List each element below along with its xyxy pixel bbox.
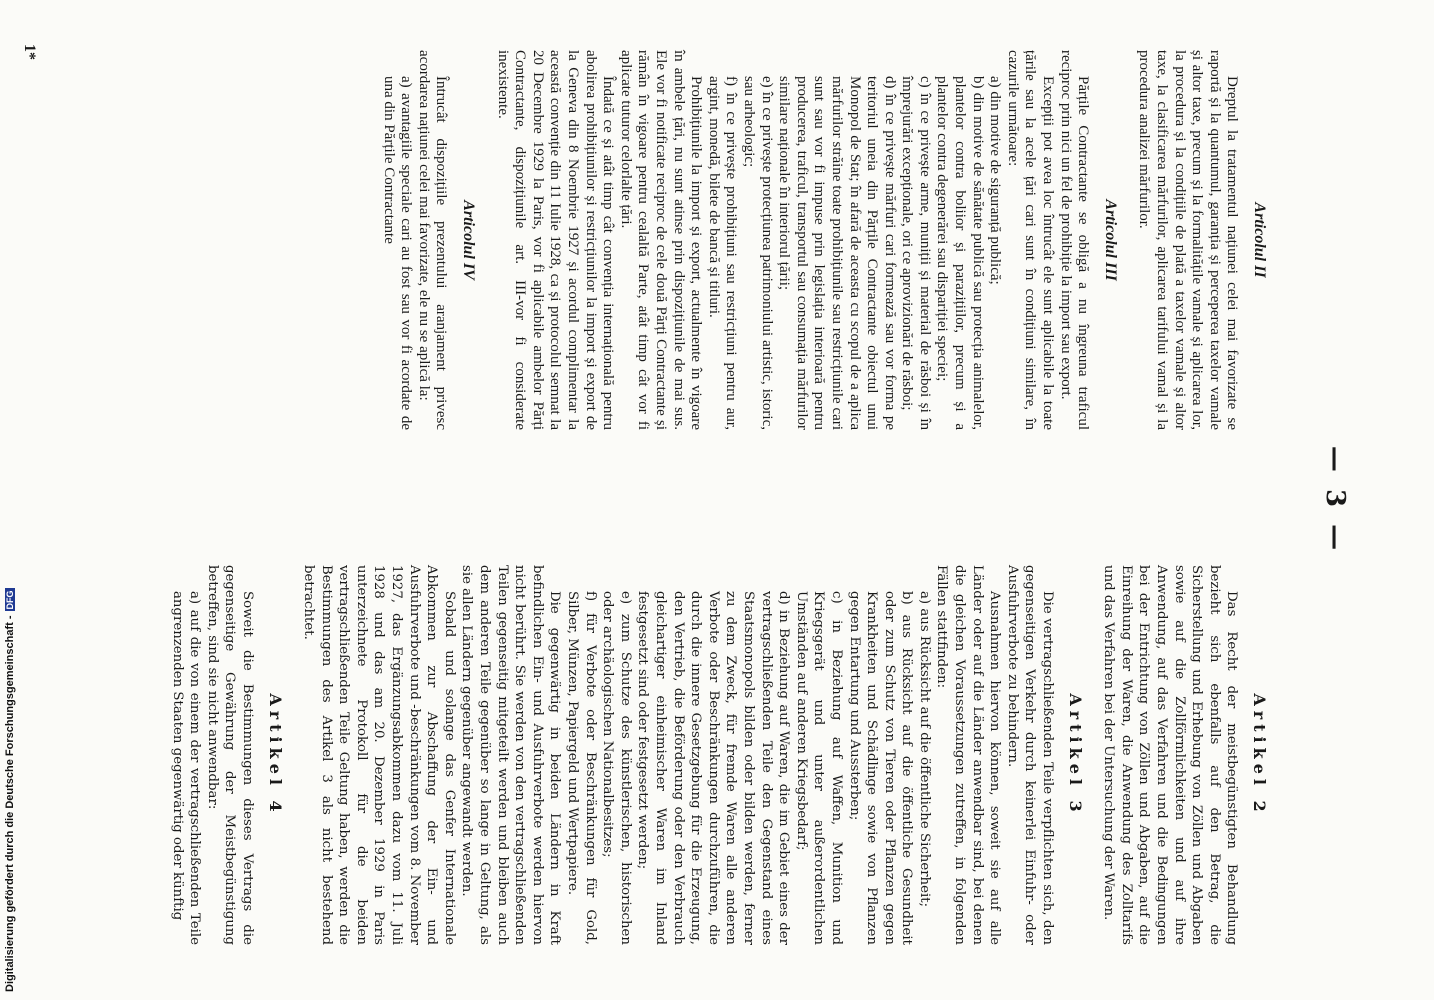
- de-article-3-item-c: c) in Beziehung auf Waffen, Munition und Kriegsgerät und unter außerordentlichen Umständen auf anderen Kriegsbedarf;: [793, 591, 844, 945]
- ro-article-3-item-c: c) în ce privește arme, muniții și material de răsboi și în împrejurări excepționale, ori ce aprovizionări de răsboi;: [899, 76, 933, 430]
- ro-article-3-heading: Articolul III: [1101, 199, 1119, 281]
- de-article-2-heading: Artikel 2: [1250, 693, 1269, 817]
- de-article-3-item-a: a) aus Rücksicht auf die öffentliche Sicherheit;: [916, 591, 932, 908]
- ro-article-4-heading: Articolul IV: [460, 200, 478, 280]
- ro-article-3-paragraph-1: Părțile Contractante se obligă a nu îngreuna traficul reciproc prin nici un fel de prohibiție la import sau export.: [1057, 50, 1092, 430]
- ro-article-2-paragraph: Dreptul la tratamentul națiunei celei mai favorizate se raportă și la quantumul, garanția și perceperea taxelor vamale și altor taxe, precum și la formalitățile vamale și aplicarea lor, la procedura și la condițiile de plată a taxelor vamale și altor taxe, la clasificarea mărfurilor, aplicarea tarifului vamal și la procedura analizei mărfurilor.: [1136, 50, 1241, 430]
- de-article-2-paragraph: Das Recht der meistbegünstigten Behandlung bezieht sich ebenfalls auf den Betrag, die Sicherstellung und Erhebung von Zöllen und Abgaben sowie auf die Zollförmlichkeiten und auf ihre Anwendung, auf das Verfahren und die Bedingungen bei der Entrichtung von Zöllen und Abgaben, auf die Einreihung der Waren, die Anwendung des Zolltarifs und das Verfahren bei der Untersuchung der Waren.: [1101, 565, 1240, 945]
- ro-article-3-paragraph-2: Excepții pot avea loc întrucât ele sunt aplicabile la toate țările sau la acele țări cari sunt în condițiuni similare, în cazurile următoare:: [1004, 50, 1057, 430]
- dfg-logo-icon: DFG: [5, 590, 15, 610]
- ro-article-3-item-d: d) în ce privește mărfuri cari formează sau vor forma pe teritoriul uneia din Părțile Contractante obiectul unui Monopol de Stat; în afară de aceasta cu scopul de a aplica mărfurilor străine toate prohibițiunile sau restricțiunile cari sunt sau vor fi impuse prin legislația interioară pentru producerea, traficul, transportul sau consumația mărfurilor similare naționale în interiorul țării;: [776, 76, 898, 430]
- de-article-3-paragraph-1: Die vertragschließenden Teile verpflichten sich, den gegenseitigen Verkehr durch keinerlei Einfuhr- oder Ausfuhrverbote zu behindern.: [1004, 565, 1056, 945]
- german-column: [168, 565, 1284, 945]
- de-article-3-paragraph-2: Ausnahmen hiervon können, soweit sie auf alle Länder oder auf die Länder anwendbar sind, bei denen die gleichen Voraussetzungen zutreffen, in folgenden Fällen stattfinden:: [934, 565, 1003, 945]
- ro-article-3-item-b: b) din motive de sănătate publică sau protecția animalelor, plantelor contra boliior și parazițiilor, precum și a plantelor contra degenerărei sau dispariției speciei;: [934, 76, 986, 430]
- de-article-3-item-d: d) in Beziehung auf Waren, die im Gebiet eines der vertragschließenden Teile den Gegenstand eines Staatsmonopols bilden oder bilden werden, ferner zu dem Zweck, für fremde Waren alle anderen Verbote oder Beschränkungen durchzuführen, die durch die innere Gesetzgebung für die Erzeugung, den Vertrieb, die Beförderung oder den Verbrauch gleichartiger einheimischer Waren im Inland festgesetzt sind oder festgesetzt werden;: [635, 591, 792, 945]
- ro-article-4-paragraph: Întrucât dispozițiile prezentului aranjament privesc acordarea națiunei celei mai favorizate, ele nu se aplică la:: [415, 50, 450, 430]
- digitization-footer: [4, 2, 18, 992]
- de-article-3-item-e: e) zum Schutze des künstlerischen, historischen oder archäologischen Nationalbesitzes;: [600, 591, 633, 945]
- ro-article-2-heading: Articolul II: [1251, 202, 1268, 278]
- ro-article-3-item-f: f) în ce privește prohibițiuni sau restricțiuni pentru aur, argint, monedă, bilete de bancă și titluri.: [705, 76, 740, 430]
- footer-credit: Digitalisierung gefördert durch die Deutsche Forschungsgemeinschaft -: [4, 615, 16, 992]
- ro-article-4-item-a: a) avantagiile speciale cari au fost sau vor fi acordate de una din Părțile Contractante: [380, 76, 415, 430]
- de-article-3-item-f: f) für Verbote oder Beschränkungen für Gold, Silber, Münzen, Papiergeld und Wertpapiere.: [565, 591, 598, 945]
- ro-article-3-paragraph-4: Îndată ce și atât timp cât convenția internațională pentru abolirea prohibițiunilor și restricțiunilor la import și export de la Geneva din 8 Noembrie 1927 și acordul complimentar la această convenție din 11 Iulie 1928, ca și protocolul semnat la 20 Decembre 1929 la Paris, vor fi aplicabile ambelor Părți Contractante, dispozițiunile art. III-vor fi considerate inexistente.: [494, 50, 617, 430]
- de-article-3-paragraph-3: Die gegenwärtig in beiden Ländern in Kraft befindlichen Ein- und Ausfuhrverbote werden hiervon nicht berührt. Sie werden von den vertragschließenden Teilen gegenseitig mitgeteilt werden und bleiben auch dem anderen Teile gegenüber so lange in Geltung, als sie allen Ländern gegenüber angewandt werden.: [459, 565, 563, 945]
- de-article-4-paragraph: Soweit die Bestimmungen dieses Vertrags die gegenseitige Gewährung der Meistbegünstigung betreffen, sind sie nicht anwendbar:: [204, 565, 255, 945]
- de-article-4-heading: Artikel 4: [265, 693, 285, 817]
- de-article-3-item-b: b) aus Rücksicht auf die öffentliche Gesundheit oder zum Schutz von Tieren oder Pflanzen gegen Krankheiten und Schädlinge sowie von Pflanzen gegen Entartung und Aussterben;: [846, 591, 915, 945]
- signature-mark: 1*: [21, 44, 38, 60]
- romanian-column: [379, 50, 1284, 430]
- ro-article-3-item-a: a) din motive de siguranță publică;: [987, 76, 1004, 285]
- de-article-4-item-a: a) auf die von einem der vertragschließenden Teile angrenzenden Staaten gegenwärtig oder künftig: [169, 591, 203, 945]
- page-number: — 3 —: [1320, 445, 1350, 555]
- ro-article-3-paragraph-3: Prohibițiunile la import și export, actualmente în vigoare în ambele țări, nu sunt atinse prin dispozițiunile de mai sus. Ele vor fi notificate reciproc de cele două Părți Contractante și rămân în vigoare pentru cealaltă Parte, atât timp cât vor fi aplicate tuturor celorlalte țări.: [617, 50, 705, 430]
- de-article-3-heading: Artikel 3: [1065, 693, 1085, 817]
- de-article-3-paragraph-4: Sobald und solange das Genfer Internationale Abkommen zur Abschaffung der Ein- und Ausfuhrverbote und -beschränkungen vom 8. November 1927, das Ergänzungsabkommen dazu vom 11. Juli 1928 und das am 20. Dezember 1929 in Paris unterzeichnete Protokoll für die beiden vertragschließenden Teile Geltung haben, werden die Bestimmungen des Artikel 3 als nicht bestehend betrachtet.: [301, 565, 457, 945]
- ro-article-3-item-e: e) în ce privește protecțiunea patrimoniului artistic, istoric, sau arheologic;: [740, 76, 775, 430]
- footer-text-wrap: [4, 12, 18, 992]
